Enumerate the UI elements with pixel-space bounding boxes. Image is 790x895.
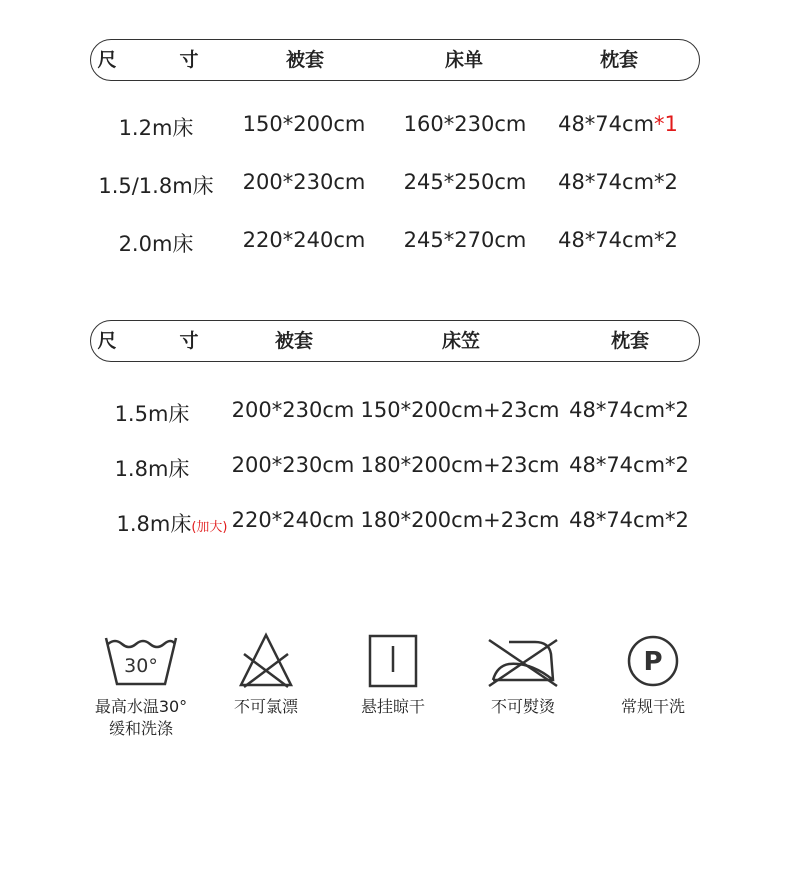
wash-30-icon xyxy=(103,632,179,690)
care-item-iron xyxy=(453,632,593,718)
cell-fitted-sheet: 180*200cm+23cm xyxy=(360,508,560,532)
cell-fitted-sheet: 180*200cm+23cm xyxy=(360,453,560,477)
cell-size: 1.8m床 xyxy=(114,457,190,481)
cell-sheet: 245*250cm xyxy=(403,170,527,194)
cell-duvet: 200*230cm xyxy=(242,170,366,194)
pillow-size: 48*74cm xyxy=(558,112,655,136)
cell-duvet: 200*230cm xyxy=(231,453,355,477)
care-label: 常规干洗 xyxy=(620,697,685,716)
no-bleach-icon xyxy=(238,632,294,690)
cell-size: 1.5m床 xyxy=(114,402,190,426)
dry-clean-letter: P xyxy=(643,647,663,677)
header-fitted-sheet: 床笠 xyxy=(441,330,481,352)
cell-duvet: 220*240cm xyxy=(231,508,355,532)
header-duvet: 被套 xyxy=(285,49,325,71)
care-label: 悬挂晾干 xyxy=(360,697,425,716)
care-item-dry xyxy=(323,632,463,718)
cell-pillow: 48*74cm*2 xyxy=(558,170,678,194)
care-label: 最高水温30° 缓和洗涤 xyxy=(94,697,188,738)
cell-size xyxy=(116,508,227,538)
cell-size: 2.0m床 xyxy=(118,232,194,256)
cell-sheet: 245*270cm xyxy=(403,228,527,252)
care-item-dry-clean xyxy=(583,632,723,718)
header-pillow: 枕套 xyxy=(610,330,650,352)
cell-duvet: 220*240cm xyxy=(242,228,366,252)
cell-size: 1.2m床 xyxy=(118,116,194,140)
pillow-quantity: *1 xyxy=(654,112,678,136)
header-size: 尺 寸 xyxy=(97,330,221,352)
header-sheet: 床单 xyxy=(444,49,484,71)
no-iron-icon xyxy=(487,632,559,690)
cell-pillow: 48*74cm*2 xyxy=(558,228,678,252)
care-item-bleach xyxy=(196,632,336,718)
cell-duvet: 150*200cm xyxy=(242,112,366,136)
care-label: 不可熨烫 xyxy=(490,697,555,716)
cell-size: 1.5/1.8m床 xyxy=(98,174,214,198)
size-label: 1.8m床 xyxy=(116,512,192,536)
cell-pillow xyxy=(558,112,678,136)
cell-duvet: 200*230cm xyxy=(231,398,355,422)
care-item-wash xyxy=(71,632,211,740)
header-pillow: 枕套 xyxy=(599,49,639,71)
cell-pillow: 48*74cm*2 xyxy=(569,453,689,477)
wash-temperature: 30° xyxy=(124,655,158,677)
size-table-2-header xyxy=(90,320,700,362)
dry-clean-icon xyxy=(624,632,682,690)
cell-fitted-sheet: 150*200cm+23cm xyxy=(360,398,560,422)
size-table-1-header xyxy=(90,39,700,81)
header-size: 尺 寸 xyxy=(97,49,221,71)
cell-sheet: 160*230cm xyxy=(403,112,527,136)
header-duvet: 被套 xyxy=(274,330,314,352)
cell-pillow: 48*74cm*2 xyxy=(569,398,689,422)
care-label: 不可氯漂 xyxy=(233,697,298,716)
cell-pillow: 48*74cm*2 xyxy=(569,508,689,532)
line-dry-icon xyxy=(367,632,419,690)
size-note: (加大) xyxy=(191,520,228,535)
